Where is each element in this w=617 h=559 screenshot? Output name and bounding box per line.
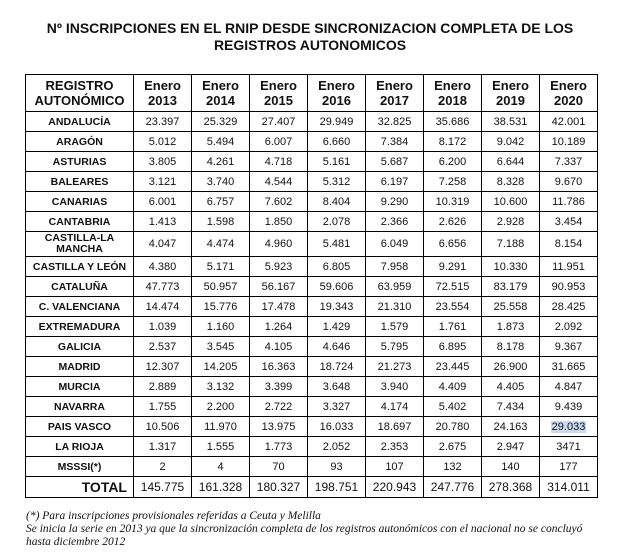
region-name: LA RIOJA <box>26 437 134 457</box>
table-cell: 4.960 <box>250 232 308 257</box>
table-cell: 2 <box>134 457 192 477</box>
region-name: EXTREMADURA <box>26 317 134 337</box>
total-cell: 198.751 <box>308 477 366 498</box>
table-cell: 21.273 <box>366 357 424 377</box>
region-name: ARAGÓN <box>26 132 134 152</box>
table-cell: 7.384 <box>366 132 424 152</box>
table-row <box>26 132 598 152</box>
table-cell: 1.598 <box>192 212 250 232</box>
table-cell: 1.160 <box>192 317 250 337</box>
total-row <box>26 477 598 498</box>
region-name: BALEARES <box>26 172 134 192</box>
table-cell: 42.001 <box>540 112 598 132</box>
table-cell: 11.786 <box>540 192 598 212</box>
table-cell: 1.317 <box>134 437 192 457</box>
table-cell: 70 <box>250 457 308 477</box>
table-cell: 3.940 <box>366 377 424 397</box>
table-cell: 15.776 <box>192 297 250 317</box>
table-cell: 5.171 <box>192 257 250 277</box>
total-cell: 161.328 <box>192 477 250 498</box>
table-cell: 9.042 <box>482 132 540 152</box>
table-cell: 6.805 <box>308 257 366 277</box>
table-row <box>26 337 598 357</box>
footnote-series: Se inicia la serie en 2013 ya que la sincronización completa de los registros autonómicos con el nacional no se concluyó hasta diciembre 2012 <box>26 523 583 548</box>
table-cell: 3.327 <box>308 397 366 417</box>
header-year: Enero 2019 <box>482 75 540 112</box>
table-cell: 29.949 <box>308 112 366 132</box>
table-cell: 2.889 <box>134 377 192 397</box>
table-cell: 10.600 <box>482 192 540 212</box>
table-cell: 177 <box>540 457 598 477</box>
table-cell: 3471 <box>540 437 598 457</box>
total-label: TOTAL <box>26 477 134 498</box>
table-cell: 8.404 <box>308 192 366 212</box>
table-cell: 14.205 <box>192 357 250 377</box>
table-cell: 6.049 <box>366 232 424 257</box>
table-cell: 1.555 <box>192 437 250 457</box>
table-cell: 10.189 <box>540 132 598 152</box>
table-cell: 31.665 <box>540 357 598 377</box>
table-cell: 35.686 <box>424 112 482 132</box>
table-cell: 12.307 <box>134 357 192 377</box>
table-cell: 6.644 <box>482 152 540 172</box>
table-cell: 9.367 <box>540 337 598 357</box>
region-name: CASTILLA Y LEÓN <box>26 257 134 277</box>
table-cell: 90.953 <box>540 277 598 297</box>
table-cell: 9.290 <box>366 192 424 212</box>
table-cell: 4.174 <box>366 397 424 417</box>
table-cell: 11.951 <box>540 257 598 277</box>
table-row <box>26 297 598 317</box>
total-cell: 220.943 <box>366 477 424 498</box>
table-row <box>26 212 598 232</box>
table-cell: 59.606 <box>308 277 366 297</box>
table-cell: 4.380 <box>134 257 192 277</box>
table-cell: 6.660 <box>308 132 366 152</box>
table-cell: 1.429 <box>308 317 366 337</box>
table-cell: 10.319 <box>424 192 482 212</box>
table-cell: 5.923 <box>250 257 308 277</box>
table-cell: 23.554 <box>424 297 482 317</box>
table-row <box>26 437 598 457</box>
table-cell: 2.947 <box>482 437 540 457</box>
table-cell: 1.413 <box>134 212 192 232</box>
table-cell: 4.718 <box>250 152 308 172</box>
table-cell: 16.363 <box>250 357 308 377</box>
table-cell: 21.310 <box>366 297 424 317</box>
region-name: MSSSI(*) <box>26 457 134 477</box>
table-cell: 8.328 <box>482 172 540 192</box>
table-cell: 27.407 <box>250 112 308 132</box>
table-cell: 7.337 <box>540 152 598 172</box>
header-year: Enero 2016 <box>308 75 366 112</box>
table-cell: 5.012 <box>134 132 192 152</box>
total-cell: 314.011 <box>540 477 598 498</box>
table-row <box>26 397 598 417</box>
table-cell: 5.687 <box>366 152 424 172</box>
table-cell: 4.105 <box>250 337 308 357</box>
region-name: GALICIA <box>26 337 134 357</box>
region-name: PAIS VASCO <box>26 417 134 437</box>
table-cell: 7.958 <box>366 257 424 277</box>
table-cell: 5.161 <box>308 152 366 172</box>
table-row <box>26 457 598 477</box>
table-cell: 72.515 <box>424 277 482 297</box>
table-cell: 14.474 <box>134 297 192 317</box>
table-cell: 20.780 <box>424 417 482 437</box>
table-cell: 24.163 <box>482 417 540 437</box>
table-cell: 38.531 <box>482 112 540 132</box>
table-cell: 6.200 <box>424 152 482 172</box>
table-cell: 4 <box>192 457 250 477</box>
table-cell: 47.773 <box>134 277 192 297</box>
table-cell: 4.847 <box>540 377 598 397</box>
table-cell: 7.434 <box>482 397 540 417</box>
header-year: Enero 2014 <box>192 75 250 112</box>
table-cell: 3.805 <box>134 152 192 172</box>
table-cell: 5.312 <box>308 172 366 192</box>
region-name: CATALUÑA <box>26 277 134 297</box>
table-cell: 23.397 <box>134 112 192 132</box>
table-cell: 26.900 <box>482 357 540 377</box>
table-cell: 6.001 <box>134 192 192 212</box>
table-row <box>26 257 598 277</box>
table-cell: 9.670 <box>540 172 598 192</box>
table-cell: 5.494 <box>192 132 250 152</box>
table-cell: 3.648 <box>308 377 366 397</box>
table-cell: 16.033 <box>308 417 366 437</box>
table-cell: 4.646 <box>308 337 366 357</box>
table-cell: 4.405 <box>482 377 540 397</box>
table-cell: 63.959 <box>366 277 424 297</box>
table-row <box>26 152 598 172</box>
table-cell: 1.755 <box>134 397 192 417</box>
table-cell: 4.544 <box>250 172 308 192</box>
table-cell: 5.795 <box>366 337 424 357</box>
table-cell: 7.602 <box>250 192 308 212</box>
table-cell: 6.757 <box>192 192 250 212</box>
region-name: C. VALENCIANA <box>26 297 134 317</box>
table-cell: 132 <box>424 457 482 477</box>
table-cell: 2.928 <box>482 212 540 232</box>
table-cell: 7.258 <box>424 172 482 192</box>
table-cell: 2.722 <box>250 397 308 417</box>
table-cell: 8.178 <box>482 337 540 357</box>
header-year: Enero 2020 <box>540 75 598 112</box>
table-cell: 28.425 <box>540 297 598 317</box>
table-cell: 2.626 <box>424 212 482 232</box>
table-cell: 1.264 <box>250 317 308 337</box>
table-cell: 25.329 <box>192 112 250 132</box>
table-row <box>26 277 598 297</box>
table-cell: 5.481 <box>308 232 366 257</box>
table-cell: 10.506 <box>134 417 192 437</box>
table-cell: 83.179 <box>482 277 540 297</box>
table-row <box>26 417 598 437</box>
table-cell: 2.092 <box>540 317 598 337</box>
table-cell: 2.353 <box>366 437 424 457</box>
region-name: CANTABRIA <box>26 212 134 232</box>
table-cell: 1.761 <box>424 317 482 337</box>
footnotes <box>26 510 606 549</box>
table-cell: 4.474 <box>192 232 250 257</box>
header-year: Enero 2018 <box>424 75 482 112</box>
table-cell: 1.039 <box>134 317 192 337</box>
region-name: CASTILLA-LA MANCHA <box>26 232 134 257</box>
table-cell: 9.439 <box>540 397 598 417</box>
footnote-msssi: (*) Para inscripciones provisionales referidas a Ceuta y Melilla <box>26 510 321 522</box>
table-cell: 3.399 <box>250 377 308 397</box>
table-cell: 56.167 <box>250 277 308 297</box>
table-row <box>26 357 598 377</box>
table-cell: 3.545 <box>192 337 250 357</box>
table-cell: 2.078 <box>308 212 366 232</box>
inscriptions-table <box>25 74 598 498</box>
header-year: Enero 2015 <box>250 75 308 112</box>
table-cell: 17.478 <box>250 297 308 317</box>
table-cell: 10.330 <box>482 257 540 277</box>
table-cell: 1.579 <box>366 317 424 337</box>
selected-cell-value: 29.033 <box>551 420 586 433</box>
table-cell: 5.402 <box>424 397 482 417</box>
table-header-row <box>26 75 598 112</box>
table-row <box>26 377 598 397</box>
table-cell: 6.895 <box>424 337 482 357</box>
table-row <box>26 112 598 132</box>
header-registro: REGISTRO AUTONÓMICO <box>26 75 134 112</box>
table-row <box>26 192 598 212</box>
table-cell: 32.825 <box>366 112 424 132</box>
table-cell: 7.188 <box>482 232 540 257</box>
table-cell: 4.261 <box>192 152 250 172</box>
table-cell: 18.697 <box>366 417 424 437</box>
total-cell: 145.775 <box>134 477 192 498</box>
table-cell: 13.975 <box>250 417 308 437</box>
table-cell: 140 <box>482 457 540 477</box>
table-row <box>26 232 598 257</box>
table-row <box>26 317 598 337</box>
table-row <box>26 172 598 192</box>
header-year: Enero 2013 <box>134 75 192 112</box>
table-cell: 11.970 <box>192 417 250 437</box>
table-cell: 2.537 <box>134 337 192 357</box>
table-cell: 19.343 <box>308 297 366 317</box>
table-body <box>26 112 598 498</box>
table-cell: 1.873 <box>482 317 540 337</box>
table-cell: 1.773 <box>250 437 308 457</box>
table-cell: 9.291 <box>424 257 482 277</box>
table-cell: 2.675 <box>424 437 482 457</box>
header-year: Enero 2017 <box>366 75 424 112</box>
document-title: Nº INSCRIPCIONES EN EL RNIP DESDE SINCRONIZACION COMPLETA DE LOS REGISTROS AUTONOMICOS <box>46 20 574 53</box>
table-cell: 4.047 <box>134 232 192 257</box>
table-cell: 2.366 <box>366 212 424 232</box>
table-cell: 3.121 <box>134 172 192 192</box>
region-name: MURCIA <box>26 377 134 397</box>
table-cell: 6.656 <box>424 232 482 257</box>
region-name: MADRID <box>26 357 134 377</box>
table-cell <box>540 417 598 437</box>
table-cell: 18.724 <box>308 357 366 377</box>
table-cell: 4.409 <box>424 377 482 397</box>
region-name: NAVARRA <box>26 397 134 417</box>
table-cell: 8.154 <box>540 232 598 257</box>
table-cell: 6.197 <box>366 172 424 192</box>
table-cell: 3.454 <box>540 212 598 232</box>
table-cell: 93 <box>308 457 366 477</box>
table-cell: 23.445 <box>424 357 482 377</box>
total-cell: 180.327 <box>250 477 308 498</box>
table-cell: 6.007 <box>250 132 308 152</box>
table-cell: 2.052 <box>308 437 366 457</box>
region-name: ASTURIAS <box>26 152 134 172</box>
table-cell: 25.558 <box>482 297 540 317</box>
table-cell: 107 <box>366 457 424 477</box>
region-name: CANARIAS <box>26 192 134 212</box>
table-cell: 3.740 <box>192 172 250 192</box>
table-cell: 8.172 <box>424 132 482 152</box>
total-cell: 278.368 <box>482 477 540 498</box>
table-cell: 2.200 <box>192 397 250 417</box>
total-cell: 247.776 <box>424 477 482 498</box>
region-name: ANDALUCÍA <box>26 112 134 132</box>
table-cell: 50.957 <box>192 277 250 297</box>
table-cell: 1.850 <box>250 212 308 232</box>
table-cell: 3.132 <box>192 377 250 397</box>
